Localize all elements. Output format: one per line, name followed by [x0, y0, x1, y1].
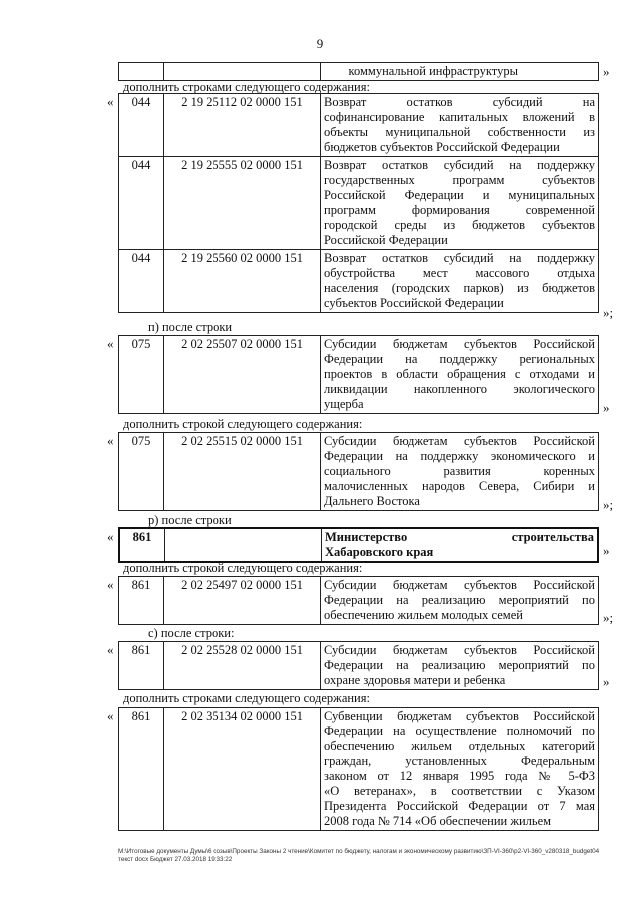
description-line: программ формирования современной	[324, 203, 595, 217]
code-cell: 044	[119, 250, 164, 313]
description-line: малочисленных народов Севера, Сибири и	[324, 479, 595, 493]
footer-path: М:\Итоговые документы Думы\6 созыв\Проекты Законы 2 чтение\Комитет по бюджету, налогам и экономическому развитию\ЗП-VI-360\p2-VI-360_v280318_budget04 текст docx Бюджет 27.03.2018 19:33:22	[118, 848, 600, 863]
code-cell: 044	[119, 157, 164, 250]
description-line: Российской Федерации и муниципальных	[324, 188, 595, 202]
kbk-cell: 2 02 25515 02 0000 151	[164, 433, 321, 511]
table-row	[119, 577, 599, 625]
description-line: Субсидии бюджетам субъектов Российской	[324, 578, 595, 592]
open-quote: «	[107, 708, 114, 723]
description-line: населения (городских парков) из бюджетов	[324, 281, 595, 295]
block6-table	[118, 641, 599, 690]
description-cell	[321, 708, 599, 831]
close-quote: »	[603, 674, 610, 689]
kbk-cell: 2 19 25560 02 0000 151	[164, 250, 321, 313]
description-line: Федерации на осуществление полномочий по	[324, 724, 595, 738]
description-line: бюджетов субъектов Российской Федерации	[324, 140, 560, 154]
kbk-cell: 2 19 25555 02 0000 151	[164, 157, 321, 250]
description-line: законом от 12 января 1995 года № 5-ФЗ	[324, 769, 595, 783]
description-line: Субсидии бюджетам субъектов Российской	[324, 434, 595, 448]
close-quote: »;	[603, 305, 614, 320]
ministry-line-2: Хабаровского края	[325, 545, 434, 559]
table-row	[119, 336, 599, 414]
kbk-cell: 2 02 25507 02 0000 151	[164, 336, 321, 414]
description-cell	[321, 94, 599, 157]
close-quote: »	[603, 543, 610, 558]
description-line: Президента Российской Федерации от 7 мая	[324, 799, 595, 813]
table-row	[119, 157, 599, 250]
description-line: 2008 года № 714 «Об обеспечении жильем	[324, 814, 552, 828]
code-cell: 075	[119, 433, 164, 511]
description-line: проектов в области обращения с отходами и	[324, 367, 595, 381]
description-line: Субсидии бюджетам субъектов Российской	[324, 337, 595, 351]
description-line: Федерации на поддержку региональных	[324, 352, 595, 366]
code-cell: 044	[119, 94, 164, 157]
description-line: обустройства мест массового отдыха	[324, 266, 595, 280]
instruction-7: дополнить строками следующего содержания:	[123, 691, 370, 705]
block2-table	[118, 335, 599, 414]
block4-table	[118, 527, 599, 563]
description-line: Федерации на реализацию мероприятий по	[324, 658, 595, 672]
description-line: граждан, установленных Федеральным	[324, 754, 595, 768]
description-cell	[321, 642, 599, 690]
block1-table	[118, 93, 599, 313]
open-quote: «	[107, 94, 114, 109]
description-line: объекты муниципальной собственности из	[324, 125, 595, 139]
description-line: Дальнего Востока	[324, 494, 420, 508]
instruction-2: п) после строки	[148, 320, 233, 334]
instruction-3: дополнить строкой следующего содержания:	[123, 417, 363, 431]
close-quote: »	[603, 400, 610, 415]
table-row	[119, 94, 599, 157]
code-cell: 861	[119, 642, 164, 690]
instruction-4: р) после строки	[148, 513, 232, 527]
description-cell	[321, 577, 599, 625]
close-quote: »;	[603, 497, 614, 512]
table-row	[119, 250, 599, 313]
description-line: Федерации на поддержку экономического и	[324, 449, 595, 463]
description-line: обеспечению жильем отдельных категорий	[324, 739, 595, 753]
code-cell: 861	[119, 528, 165, 562]
instruction-1: дополнить строками следующего содержания:	[123, 80, 370, 94]
description-line: Субсидии бюджетам субъектов Российской	[324, 643, 595, 657]
description-line: Возврат остатков субсидий на поддержку	[324, 158, 595, 172]
block7-table	[118, 707, 599, 831]
top-row-text: коммунальной инфраструктуры	[321, 63, 599, 81]
description-line: ликвидации накопленного экологического	[324, 382, 595, 396]
table-row	[119, 708, 599, 831]
block3-table	[118, 432, 599, 511]
open-quote: «	[107, 433, 114, 448]
description-line: ущерба	[324, 397, 364, 411]
open-quote: «	[107, 529, 114, 544]
kbk-cell: 2 02 25528 02 0000 151	[164, 642, 321, 690]
kbk-cell: 2 19 25112 02 0000 151	[164, 94, 321, 157]
kbk-cell: 2 02 35134 02 0000 151	[164, 708, 321, 831]
description-line: субъектов Российской Федерации	[324, 296, 504, 310]
top-row-table	[118, 62, 599, 81]
description-cell	[321, 157, 599, 250]
table-row	[119, 433, 599, 511]
description-line: Возврат остатков субсидий на	[324, 95, 595, 109]
description-line: Возврат остатков субсидий на поддержку	[324, 251, 595, 265]
ministry-line-1: Министерство строительства	[325, 530, 594, 544]
code-cell: 861	[119, 708, 164, 831]
description-cell	[321, 336, 599, 414]
close-quote: »;	[603, 610, 614, 625]
open-quote: «	[107, 577, 114, 592]
description-line: «О ветеранах», в соответствии с Указом	[324, 784, 595, 798]
description-line: софинансирование капитальных вложений в	[324, 110, 595, 124]
description-line: охране здоровья матери и ребенка	[324, 673, 506, 687]
code-cell: 075	[119, 336, 164, 414]
code-cell: 861	[119, 577, 164, 625]
description-cell	[321, 433, 599, 511]
description-line: Субвенции бюджетам субъектов Российской	[324, 709, 595, 723]
close-quote: »	[603, 64, 610, 79]
description-line: обеспечению жильем молодых семей	[324, 608, 523, 622]
description-line: городской среды из бюджетов субъектов	[324, 218, 595, 232]
table-row	[119, 642, 599, 690]
kbk-cell: 2 02 25497 02 0000 151	[164, 577, 321, 625]
description-line: социального развития коренных	[324, 464, 595, 478]
page-number: 9	[316, 36, 324, 51]
block5-table	[118, 576, 599, 625]
description-cell	[321, 250, 599, 313]
instruction-5: дополнить строкой следующего содержания:	[123, 561, 363, 575]
open-quote: «	[107, 642, 114, 657]
description-line: Федерации на реализацию мероприятий по	[324, 593, 595, 607]
description-line: государственных программ субъектов	[324, 173, 595, 187]
instruction-6: с) после строки:	[148, 626, 235, 640]
open-quote: «	[107, 336, 114, 351]
description-line: Российской Федерации	[324, 233, 448, 247]
